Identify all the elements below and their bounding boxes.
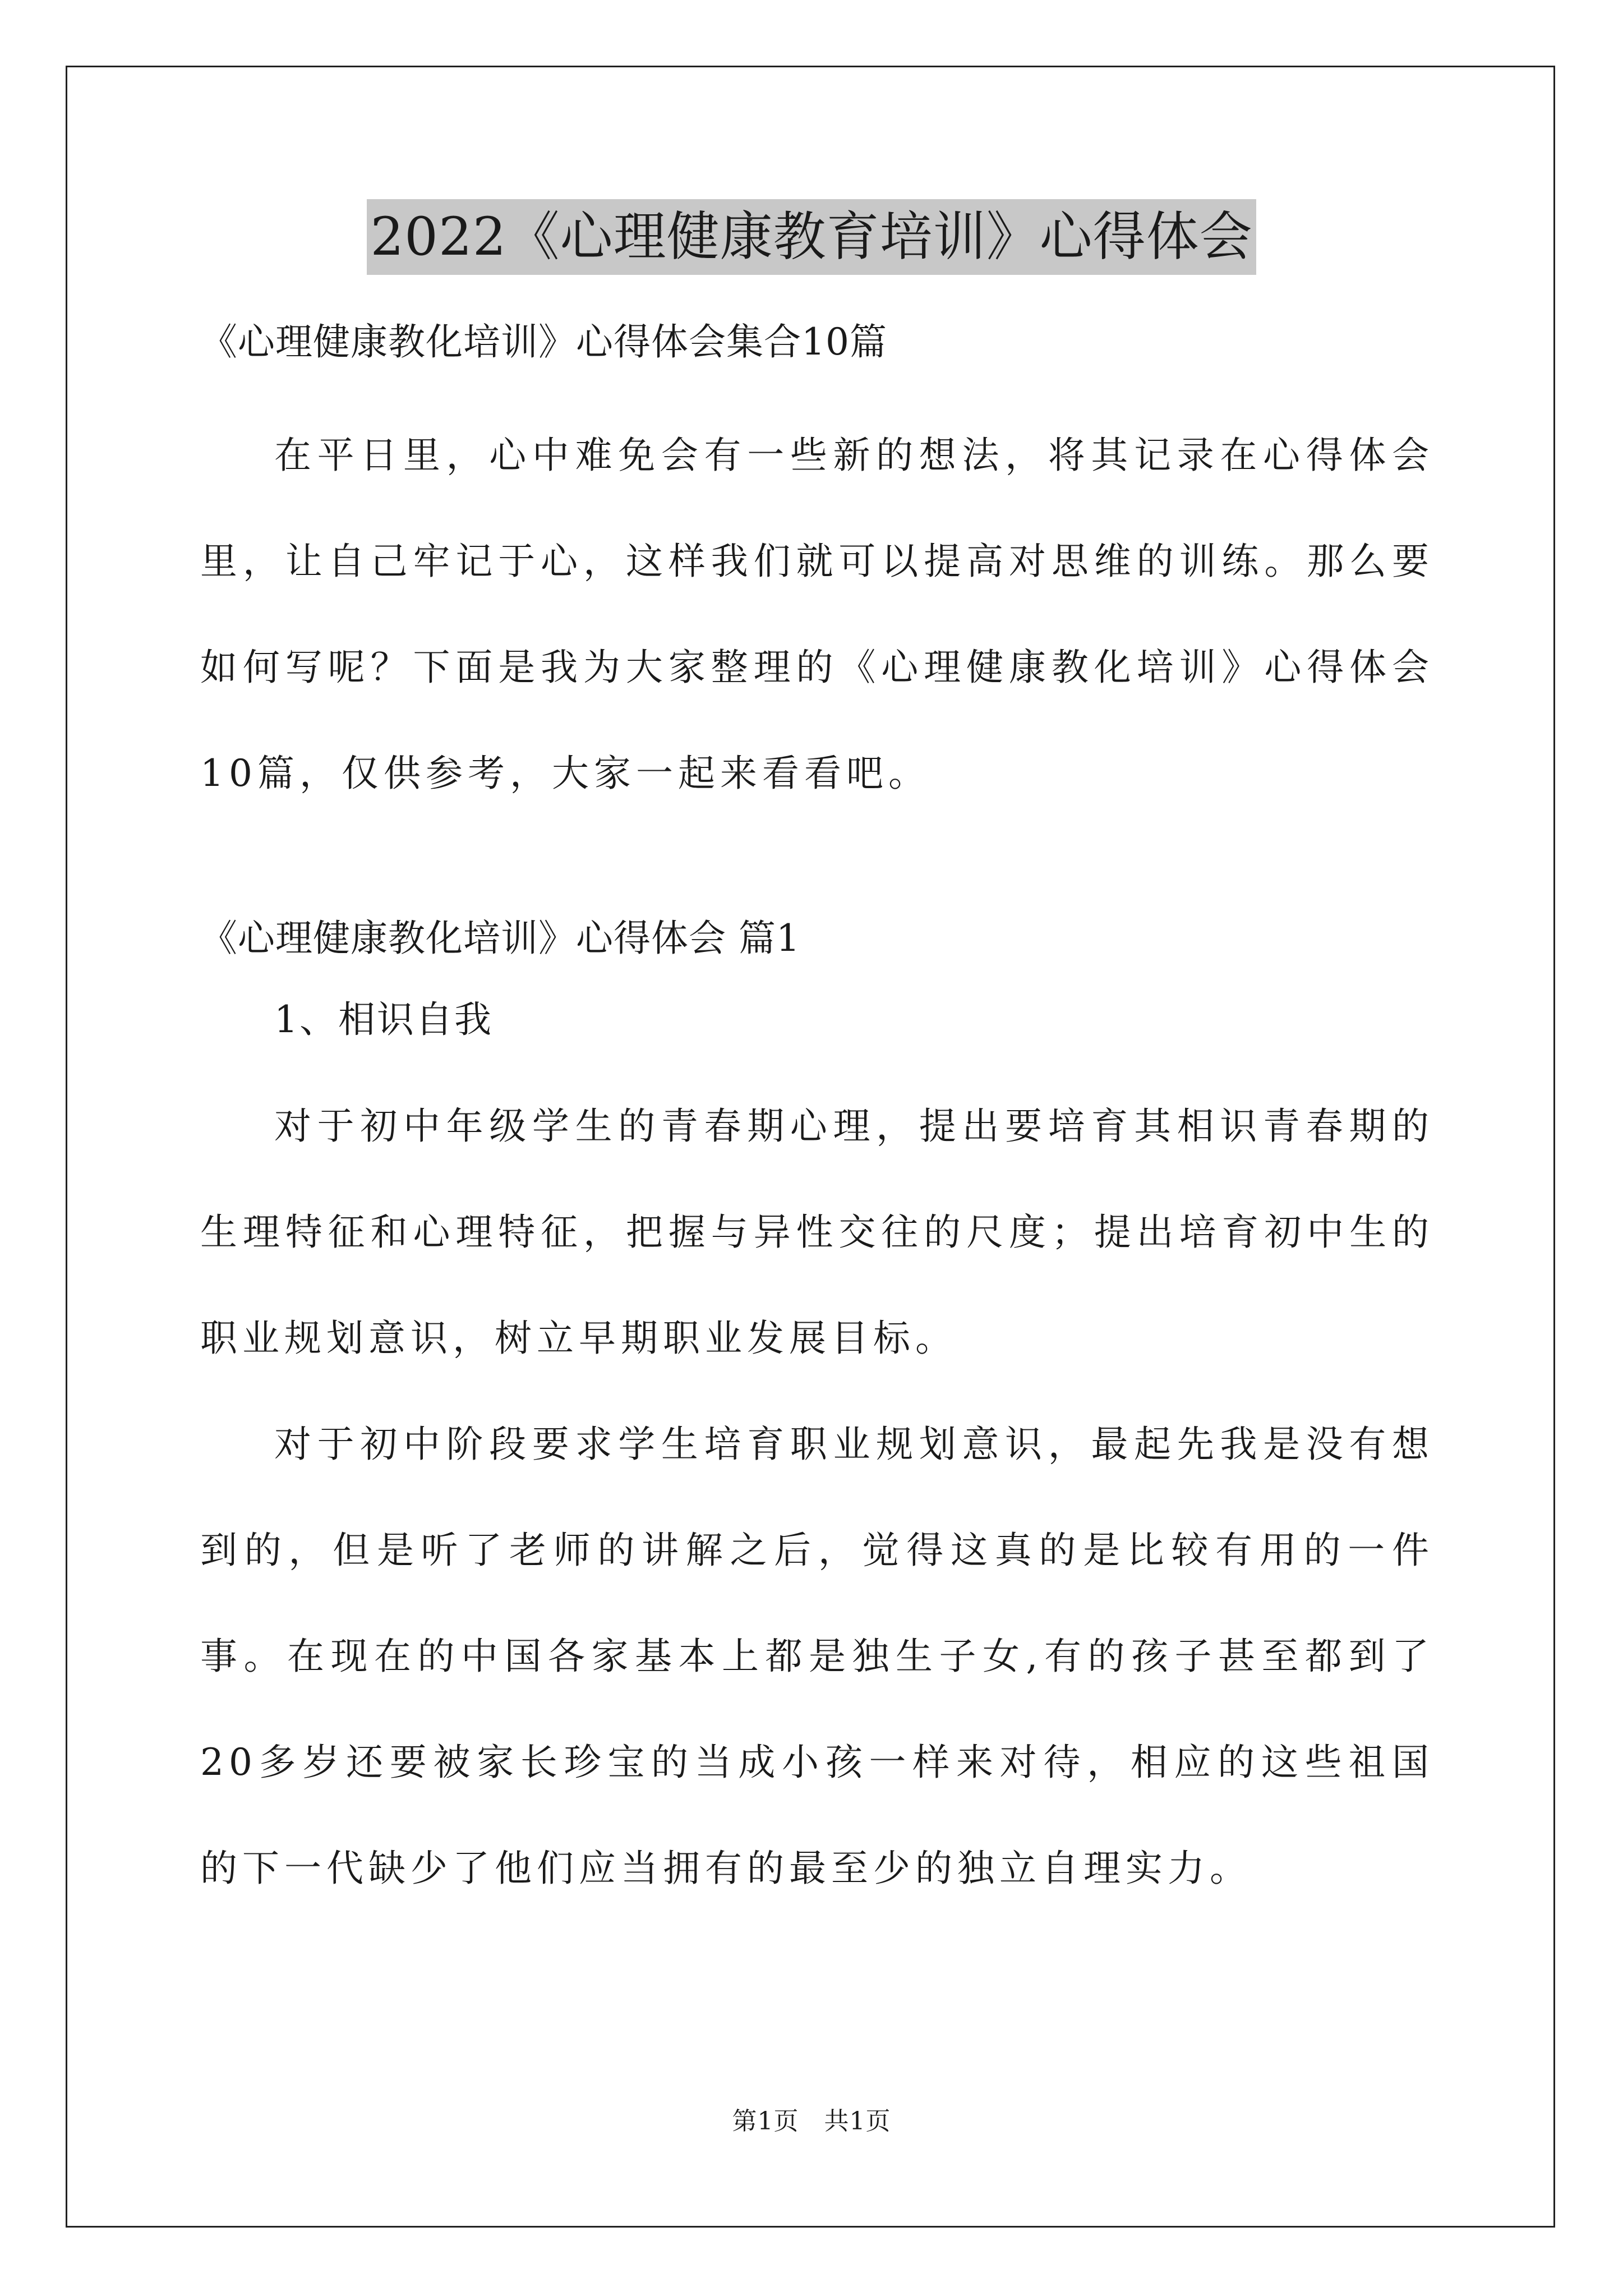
document-title-text: 2022《心理健康教育培训》心得体会 [367, 199, 1256, 275]
body-paragraph: 对于初中年级学生的青春期心理，提出要培育其相识青春期的生理特征和心理特征，把握与异性交往的尺度；提出培育初中生的职业规划意识，树立早期职业发展目标。 [200, 1105, 1434, 1360]
body-paragraph: 对于初中阶段要求学生培育职业规划意识，最起先我是没有想到的，但是听了老师的讲解之后，觉得这真的是比较有用的一件事。在现在的中国各家基本上都是独生子女,有的孩子甚至都到了20多岁还要被家长珍宝的当成小孩一样来对待，相应的这些祖国的下一代缺少了他们应当拥有的最至少的独立自理实力。 [200, 1423, 1434, 1890]
document-body [200, 292, 1434, 1921]
item-heading: 1、相识自我 [274, 998, 493, 1041]
section-heading: 《心理健康教化培训》心得体会 篇1 [200, 917, 800, 960]
document-title [0, 199, 1623, 275]
intro-paragraph: 在平日里，心中难免会有一些新的想法，将其记录在心得体会里，让自己牢记于心，这样我们就可以提高对思维的训练。那么要如何写呢？下面是我为大家整理的《心理健康教化培训》心得体会10篇，仅供参考，大家一起来看看吧。 [200, 434, 1434, 795]
document-subtitle: 《心理健康教化培训》心得体会集合10篇 [200, 320, 887, 364]
page-footer: 第1页 共1页 [732, 2107, 891, 2136]
